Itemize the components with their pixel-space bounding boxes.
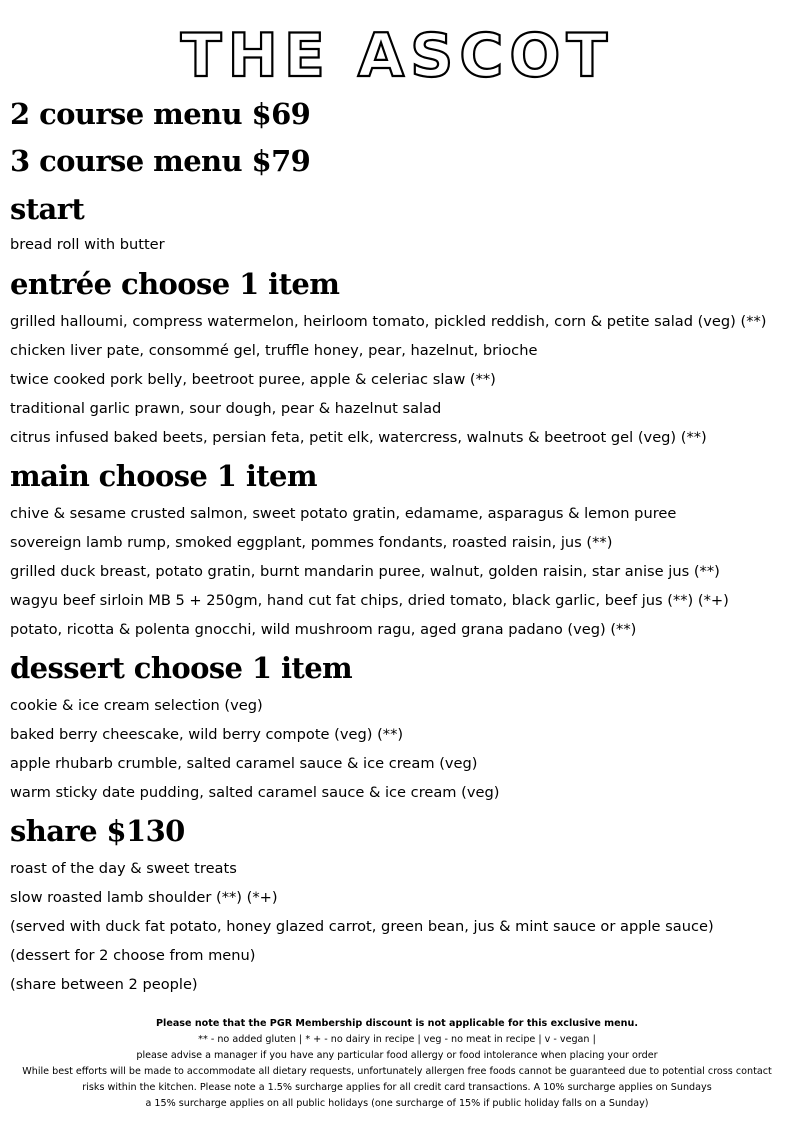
two-course-price: 2 course menu $69 (10, 97, 311, 131)
dessert-item: warm sticky date pudding, salted caramel sauce & ice cream (veg) (10, 784, 500, 801)
three-course-price: 3 course menu $79 (10, 144, 311, 178)
dessert-item: baked berry cheescake, wild berry compote (veg) (**) (10, 726, 404, 743)
dessert-item: apple rhubarb crumble, salted caramel sauce & ice cream (veg) (10, 755, 478, 772)
dessert-item: cookie & ice cream selection (veg) (10, 697, 263, 714)
main-heading: main choose 1 item (10, 459, 317, 493)
main-item: wagyu beef sirloin MB 5 + 250gm, hand cut fat chips, dried tomato, black garlic, beef jus (**) (*+) (10, 592, 729, 609)
share-item: (share between 2 people) (10, 976, 198, 993)
brand-logo: THE ASCOT (180, 21, 614, 91)
dessert-heading: dessert choose 1 item (10, 651, 353, 685)
share-item: (dessert for 2 choose from menu) (10, 947, 256, 964)
share-item: (served with duck fat potato, honey glazed carrot, green bean, jus & mint sauce or apple sauce) (10, 918, 714, 935)
dietary-legend: ** - no added gluten | * + - no dairy in recipe | veg - no meat in recipe | v - vegan | (198, 1034, 596, 1045)
main-item: sovereign lamb rump, smoked eggplant, pommes fondants, roasted raisin, jus (**) (10, 534, 613, 551)
entree-item: citrus infused baked beets, persian feta, petit elk, watercress, walnuts & beetroot gel (veg) (**) (10, 429, 707, 446)
entree-heading: entrée choose 1 item (10, 267, 340, 301)
entree-item: twice cooked pork belly, beetroot puree, apple & celeriac slaw (**) (10, 371, 496, 388)
entree-item: chicken liver pate, consommé gel, truffle honey, pear, hazelnut, brioche (10, 342, 538, 359)
share-item: roast of the day & sweet treats (10, 860, 237, 877)
surcharge-note: risks within the kitchen. Please note a 1.5% surcharge applies for all credit card transactions. A 10% surcharge applies on Sundays (82, 1082, 712, 1093)
dietary-disclaimer: While best efforts will be made to accommodate all dietary requests, unfortunately allergen free foods cannot be guaranteed due to potential cross contact (22, 1066, 772, 1077)
main-item: grilled duck breast, potato gratin, burnt mandarin puree, walnut, golden raisin, star anise jus (**) (10, 563, 720, 580)
main-item: potato, ricotta & polenta gnocchi, wild mushroom ragu, aged grana padano (veg) (**) (10, 621, 637, 638)
holiday-surcharge-note: a 15% surcharge applies on all public holidays (one surcharge of 15% if public holiday falls on a Sunday) (145, 1098, 649, 1109)
allergy-note: please advise a manager if you have any particular food allergy or food intolerance when placing your order (136, 1050, 658, 1061)
start-heading: start (10, 192, 85, 226)
main-item: chive & sesame crusted salmon, sweet potato gratin, edamame, asparagus & lemon puree (10, 505, 677, 522)
entree-item: traditional garlic prawn, sour dough, pear & hazelnut salad (10, 400, 442, 417)
membership-note: Please note that the PGR Membership discount is not applicable for this exclusive menu. (156, 1018, 638, 1029)
share-item: slow roasted lamb shoulder (**) (*+) (10, 889, 278, 906)
footer-notes (0, 1016, 794, 1112)
share-heading: share $130 (10, 814, 185, 848)
entree-item: grilled halloumi, compress watermelon, heirloom tomato, pickled reddish, corn & petite salad (veg) (**) (10, 313, 767, 330)
start-item: bread roll with butter (10, 236, 165, 253)
